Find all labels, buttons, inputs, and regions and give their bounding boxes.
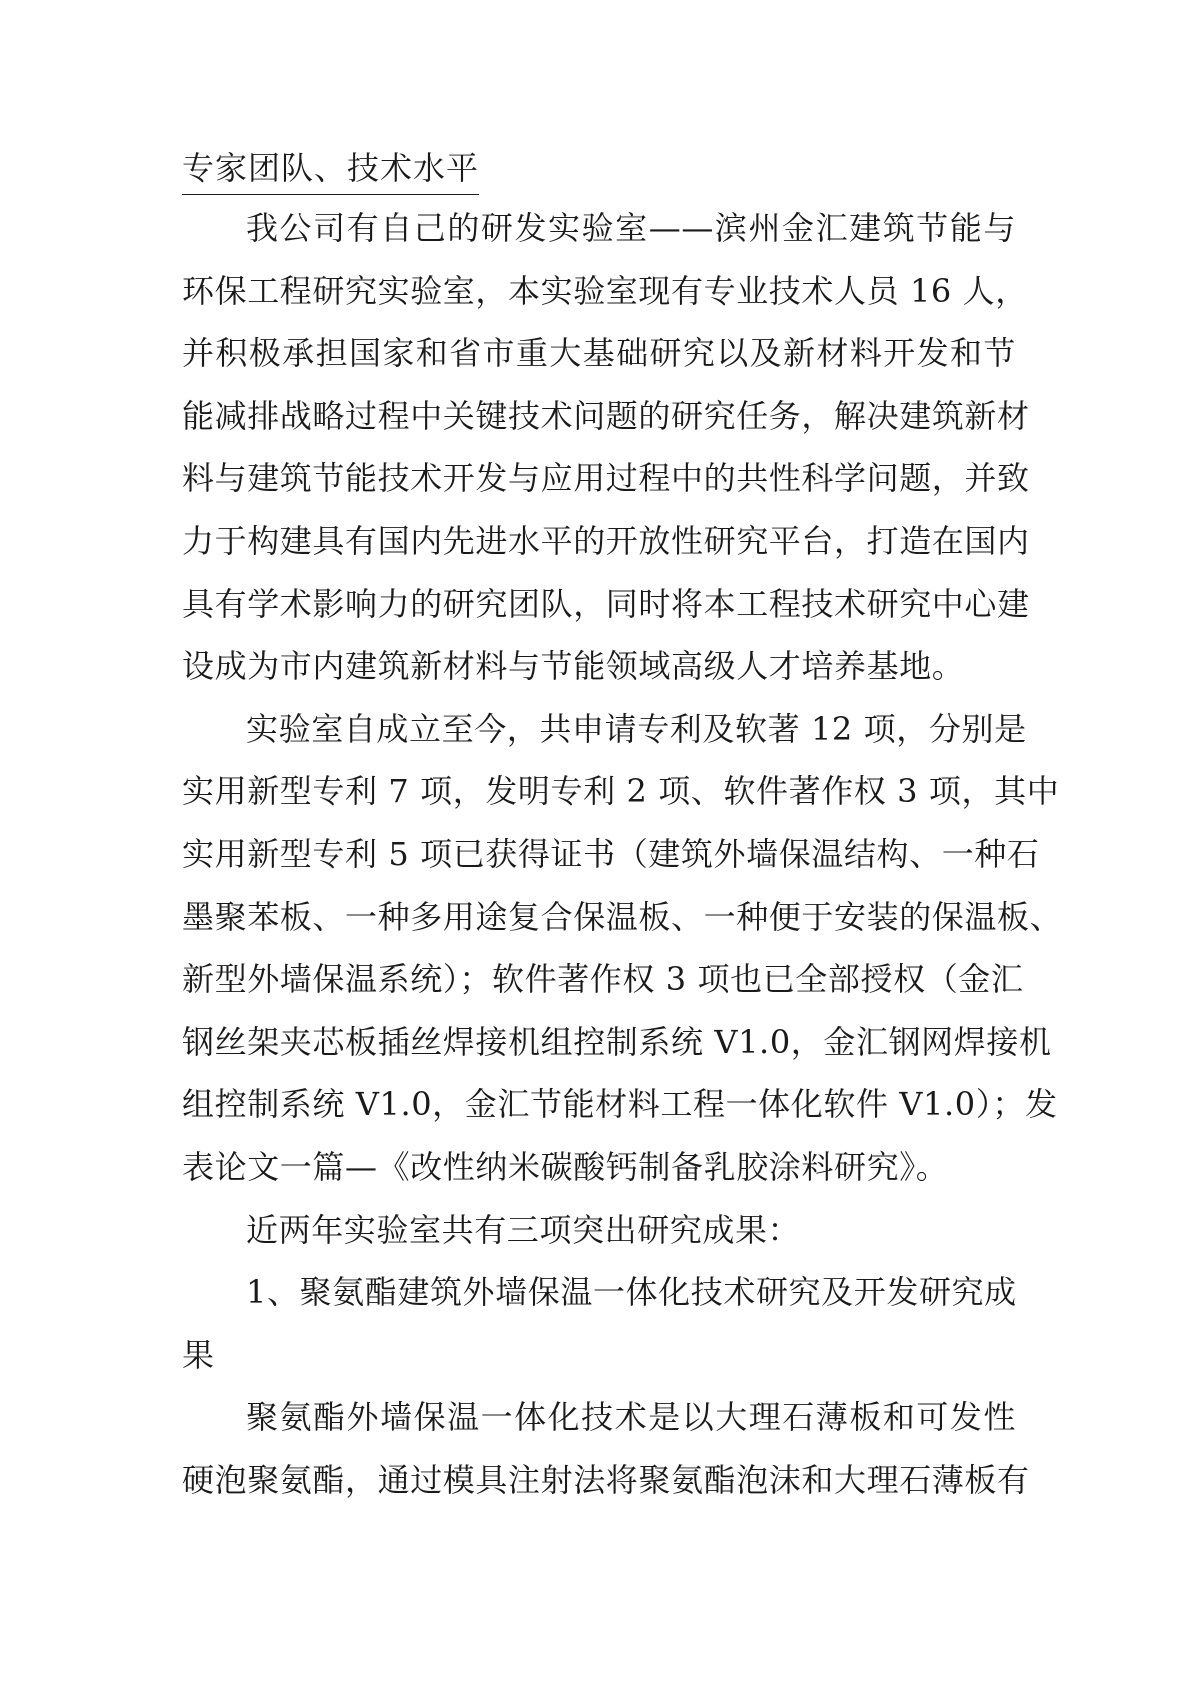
text-line: 实用新型专利 7 项，发明专利 2 项、软件著作权 3 项，其中 bbox=[182, 772, 1060, 811]
text-line: 钢丝架夹芯板插丝焊接机组控制系统 V1.0，金汇钢网焊接机 bbox=[182, 1022, 1052, 1061]
text-line: 果 bbox=[182, 1335, 215, 1374]
paragraph bbox=[182, 197, 1030, 698]
section-heading: 专家团队、技术水平 bbox=[182, 148, 479, 195]
text-line: 实用新型专利 5 项已获得证书（建筑外墙保温结构、一种石 bbox=[182, 834, 1040, 873]
text-line: 实验室自成立至今，共申请专利及软著 12 项，分别是 bbox=[246, 709, 1027, 748]
text-line: 力于构建具有国内先进水平的开放性研究平台，打造在国内 bbox=[182, 521, 1030, 560]
text-line: 组控制系统 V1.0，金汇节能材料工程一体化软件 V1.0）；发 bbox=[182, 1085, 1058, 1124]
text-line: 我公司有自己的研发实验室——滨州金汇建筑节能与 bbox=[246, 209, 1016, 247]
text-line: 具有学术影响力的研究团队，同时将本工程技术研究中心建 bbox=[182, 584, 1030, 623]
body-text bbox=[182, 197, 1063, 1511]
text-line: 1、聚氨酯建筑外墙保温一体化技术研究及开发研究成 bbox=[246, 1273, 1017, 1312]
paragraph bbox=[182, 1261, 1016, 1386]
paragraph bbox=[182, 1386, 1030, 1511]
text-line: 环保工程研究实验室，本实验室现有专业技术人员 16 人， bbox=[182, 271, 1028, 310]
paragraph bbox=[182, 1199, 1016, 1262]
text-line: 表论文一篇—《改性纳米碳酸钙制备乳胶涂料研究》。 bbox=[182, 1147, 949, 1186]
text-line: 聚氨酯外墙保温一体化技术是以大理石薄板和可发性 bbox=[246, 1398, 1016, 1437]
paragraph bbox=[182, 698, 1063, 1199]
text-line: 近两年实验室共有三项突出研究成果： bbox=[246, 1210, 801, 1249]
text-line: 墨聚苯板、一种多用途复合保温板、一种便于安装的保温板、 bbox=[182, 897, 1063, 936]
text-line: 硬泡聚氨酯，通过模具注射法将聚氨酯泡沫和大理石薄板有 bbox=[182, 1460, 1030, 1499]
text-line: 设成为市内建筑新材料与节能领域高级人才培养基地。 bbox=[182, 647, 965, 686]
text-line: 料与建筑节能技术开发与应用过程中的共性科学问题，并致 bbox=[182, 459, 1030, 498]
text-line: 并积极承担国家和省市重大基础研究以及新材料开发和节 bbox=[182, 334, 1016, 373]
text-line: 能减排战略过程中关键技术问题的研究任务，解决建筑新材 bbox=[182, 396, 1030, 435]
text-line: 新型外墙保温系统）；软件著作权 3 项也已全部授权（金汇 bbox=[182, 960, 1024, 999]
